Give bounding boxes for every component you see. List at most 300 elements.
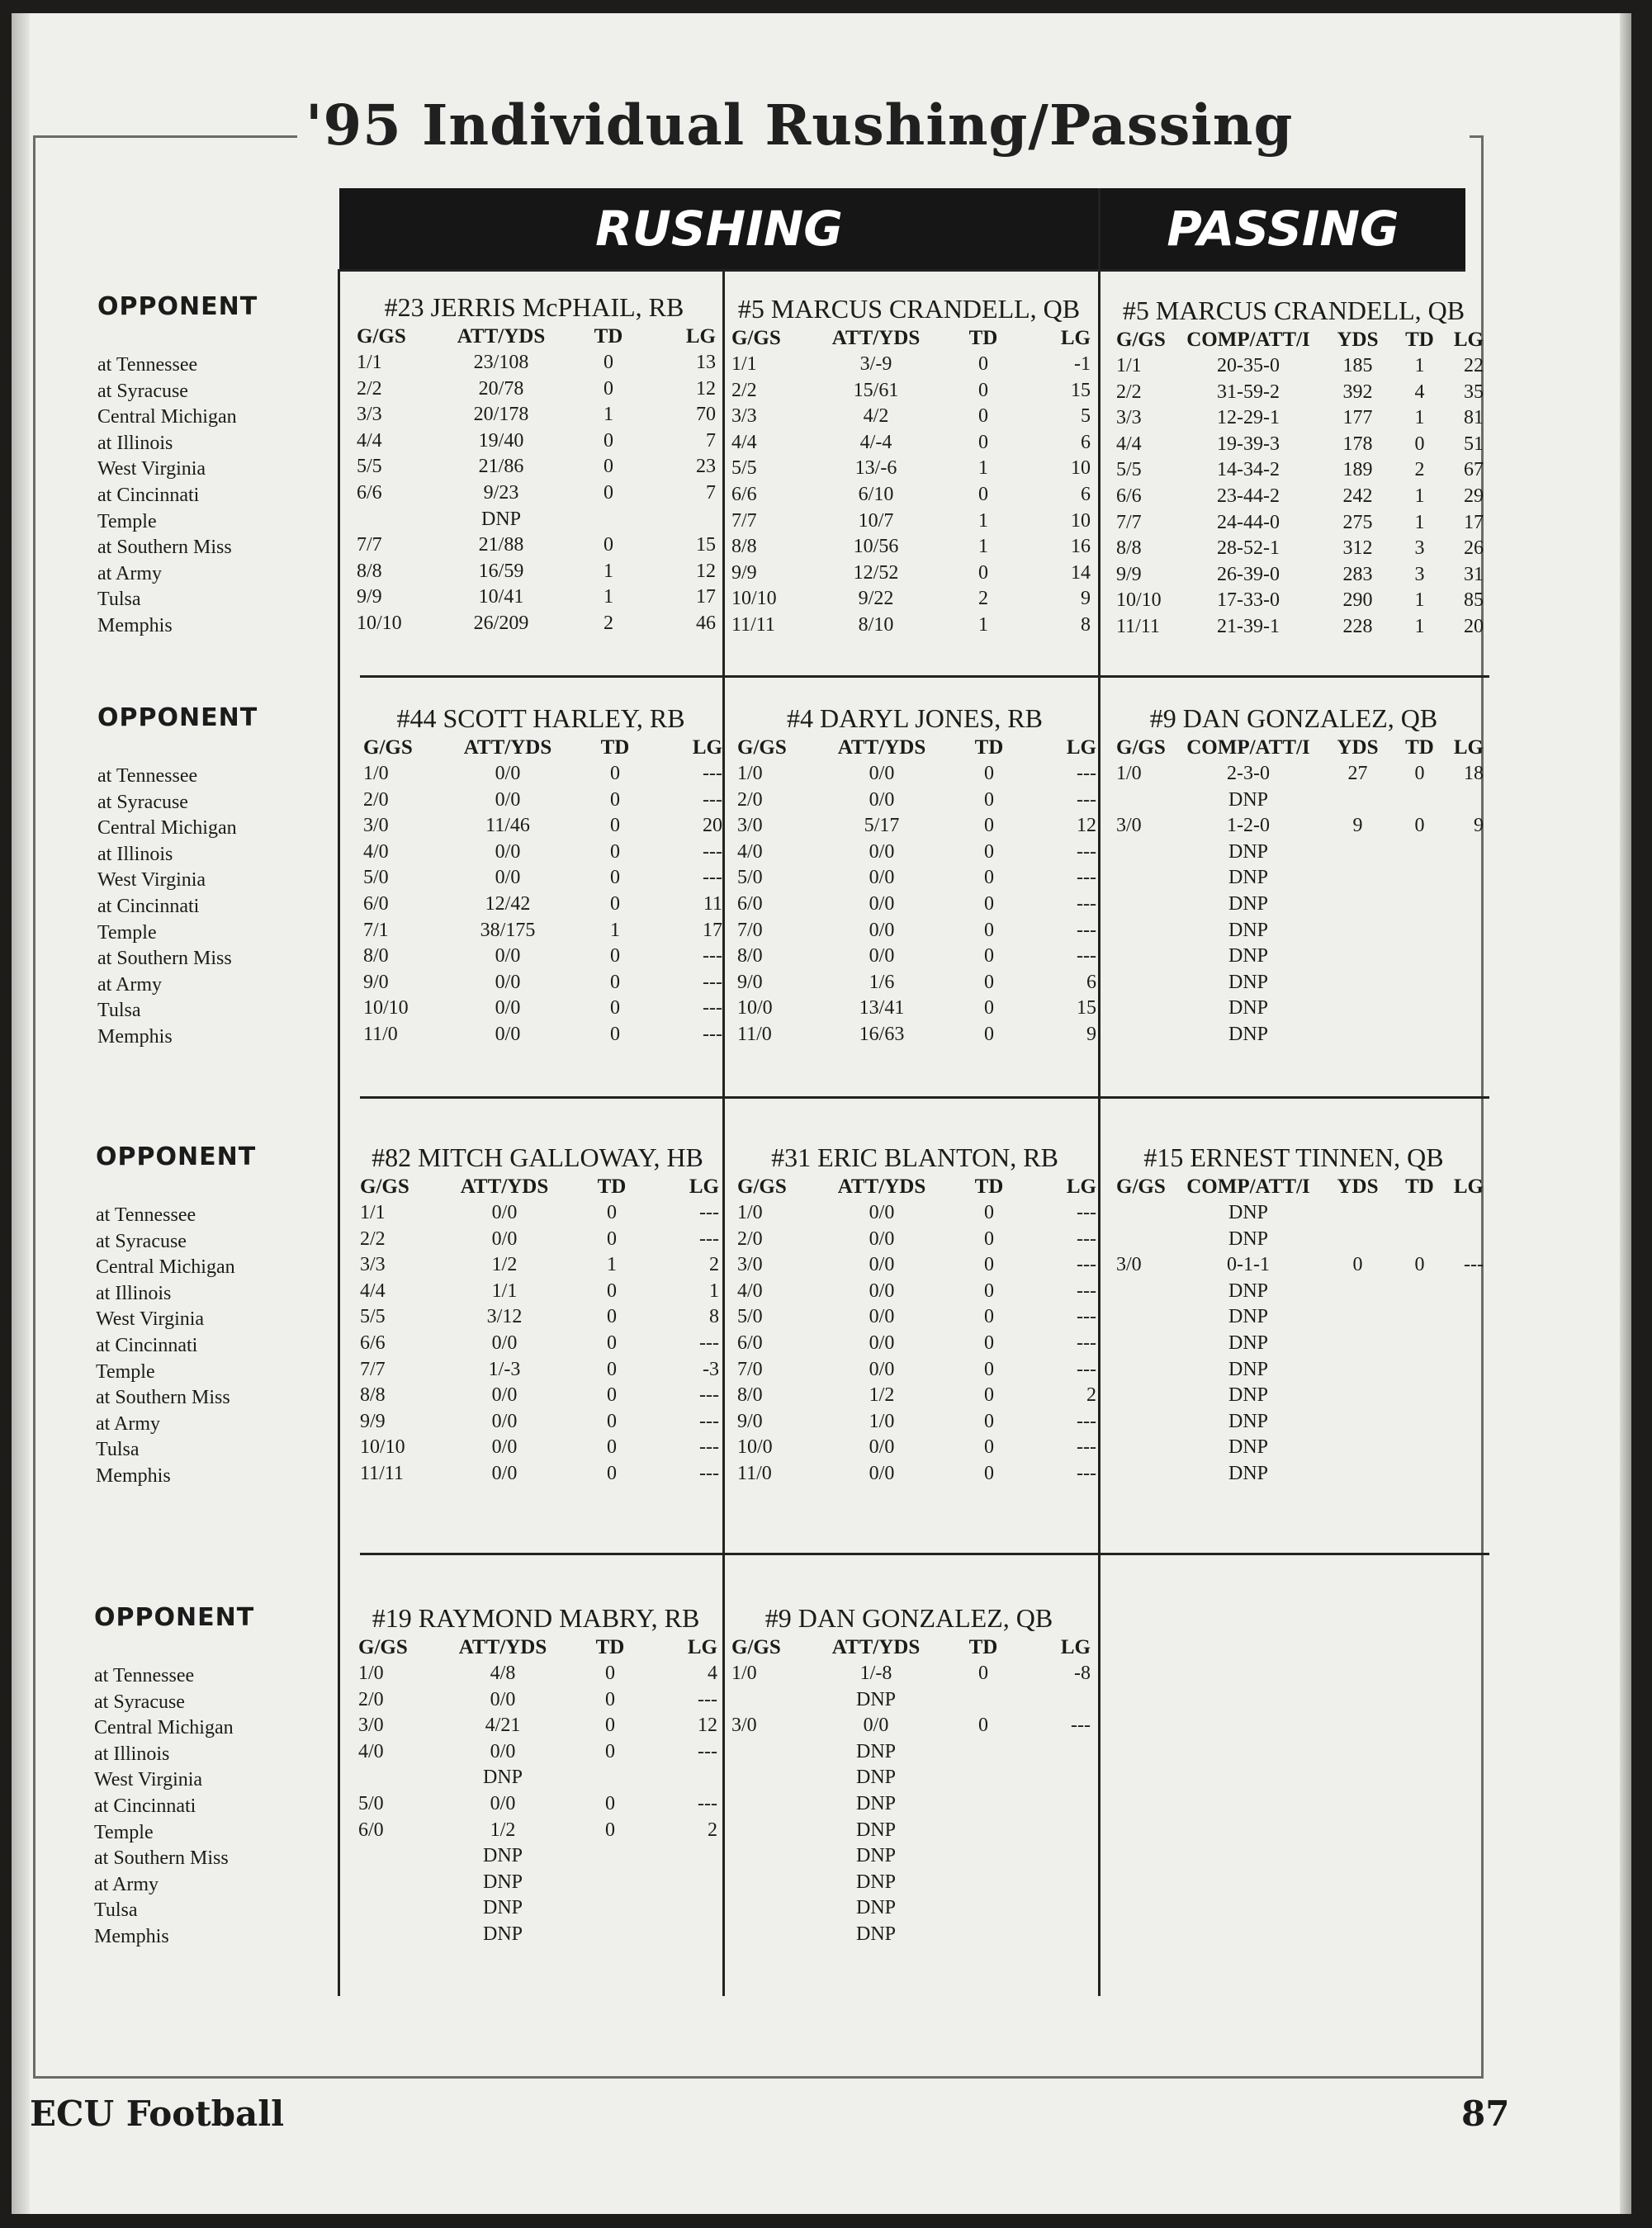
stat-row <box>1116 432 1484 458</box>
column-header: LG <box>1060 327 1091 350</box>
stat-row <box>731 1739 1086 1766</box>
stat-row <box>1116 1383 1471 1409</box>
stat-cell: DNP <box>1228 1306 1268 1328</box>
stat-row <box>363 1022 722 1048</box>
stat-cell: 21/86 <box>478 456 524 478</box>
stat-cell: 0 <box>604 481 613 504</box>
opponent-name: Central Michigan <box>94 1717 234 1739</box>
stat-cell: 4/21 <box>485 1715 521 1737</box>
player-name: #31 ERIC BLANTON, RB <box>771 1142 1058 1172</box>
column-header: G/GS <box>360 1175 409 1199</box>
stat-row <box>731 482 1091 509</box>
opponent-name: Temple <box>97 510 157 532</box>
stat-row <box>360 1461 719 1488</box>
stat-cell: 27 <box>1347 763 1368 784</box>
stat-cell: 8/10 <box>858 613 894 636</box>
stat-cell: 1/0 <box>358 1663 384 1684</box>
stat-cell: 23 <box>696 456 716 478</box>
stat-cell: --- <box>1077 1410 1096 1432</box>
stat-cell: 0/0 <box>869 867 895 889</box>
stat-cell: 1 <box>978 613 988 636</box>
column-header: LG <box>689 1175 719 1199</box>
stat-cell: 9/0 <box>737 1410 763 1432</box>
stat-cell: 0 <box>610 997 620 1019</box>
stat-cell: 0 <box>605 1792 615 1814</box>
stat-cell: 4/4 <box>731 431 757 453</box>
stat-cell: 2 <box>709 1254 719 1276</box>
column-header: ATT/YDS <box>463 736 552 759</box>
stat-row <box>731 352 1091 378</box>
column-header: ATT/YDS <box>460 1175 549 1199</box>
stat-row <box>358 1870 713 1896</box>
stat-cell: 0/0 <box>491 1436 518 1459</box>
stat-cell: --- <box>703 788 722 811</box>
stat-cell: 0 <box>984 1202 994 1223</box>
opponent-name: at Illinois <box>97 432 173 454</box>
stat-cell: DNP <box>1228 867 1268 889</box>
stat-row <box>363 892 722 918</box>
stat-cell: 20 <box>703 815 722 837</box>
column-header: COMP/ATT/I <box>1186 736 1310 759</box>
stat-cell: 0/0 <box>495 945 521 967</box>
stat-row <box>363 996 722 1022</box>
stat-cell: 1 <box>1414 511 1425 533</box>
column-header: TD <box>968 1636 998 1659</box>
stat-cell: 0 <box>984 1306 994 1328</box>
stat-cell: 15/61 <box>853 379 899 401</box>
stat-cell: 0 <box>610 815 620 837</box>
stat-cell: DNP <box>482 1871 523 1893</box>
column-headers <box>737 1174 1096 1200</box>
stat-cell: 0 <box>984 892 994 915</box>
stat-cell: 20/178 <box>473 404 529 426</box>
stat-row <box>737 1227 1096 1253</box>
stat-cell: 6 <box>1081 483 1091 505</box>
stat-cell: 0/0 <box>869 1228 895 1250</box>
stat-cell: 2/2 <box>357 377 382 400</box>
opponent-name: at Tennessee <box>97 765 198 787</box>
stat-row <box>1116 484 1484 510</box>
column-header: YDS <box>1337 329 1379 352</box>
stat-cell: 13/41 <box>859 997 905 1019</box>
footer-page-number: 87 <box>1461 2093 1510 2134</box>
player-block-gonzalez-rush <box>731 1601 1091 1948</box>
stat-row <box>731 378 1091 404</box>
stat-cell: 1 <box>607 1254 617 1276</box>
stat-cell: 9/9 <box>357 586 382 608</box>
stat-row <box>1116 996 1471 1022</box>
stat-cell: 0 <box>978 379 988 401</box>
stat-row <box>737 1304 1096 1331</box>
stat-cell: --- <box>1077 945 1096 967</box>
stat-row <box>357 559 716 585</box>
stat-cell: 23/108 <box>473 352 529 373</box>
stat-row <box>1116 562 1484 589</box>
stat-cell: 19/40 <box>478 429 524 452</box>
stat-cell: 0 <box>605 1663 615 1684</box>
stat-row <box>737 970 1096 996</box>
column-header: G/GS <box>358 1636 408 1659</box>
column-headers <box>731 325 1091 352</box>
stat-cell: 1/0 <box>737 1202 763 1223</box>
page-spine <box>12 13 30 2214</box>
player-name: #44 SCOTT HARLEY, RB <box>396 703 685 733</box>
stat-cell: 31 <box>1464 563 1484 585</box>
stat-cell: 6 <box>1081 431 1091 453</box>
stat-row <box>1116 918 1471 944</box>
stat-row <box>1116 1435 1471 1461</box>
grid-line-row1 <box>360 675 1489 678</box>
stat-row <box>1116 510 1484 537</box>
column-headers <box>357 324 716 350</box>
opponent-header: OPPONENT <box>97 703 258 732</box>
opponent-name: Temple <box>96 1360 155 1383</box>
column-header: ATT/YDS <box>831 1636 921 1659</box>
stat-cell: 11/0 <box>363 1023 398 1045</box>
stat-cell: 10 <box>1071 457 1091 480</box>
stat-cell: 1 <box>978 536 988 558</box>
stat-cell: 228 <box>1342 615 1373 637</box>
stat-cell: DNP <box>855 1845 896 1867</box>
stat-cell: 1/2 <box>869 1384 895 1407</box>
column-header: TD <box>597 1175 627 1199</box>
opponent-name: Memphis <box>97 614 173 636</box>
stat-cell: 7/7 <box>1116 511 1142 533</box>
player-name: #82 MITCH GALLOWAY, HB <box>372 1142 703 1172</box>
stat-cell: 3/3 <box>357 404 382 426</box>
stat-cell: 4/0 <box>358 1740 384 1762</box>
stat-cell: 0 <box>984 1228 994 1250</box>
stat-cell: 2/2 <box>731 379 757 401</box>
stat-cell: 0 <box>984 763 994 784</box>
stat-cell: 4/2 <box>863 405 889 428</box>
stat-cell: --- <box>1077 1436 1096 1459</box>
column-header: YDS <box>1337 1175 1379 1199</box>
stat-row <box>1116 380 1484 406</box>
opponent-name: at Syracuse <box>94 1691 185 1713</box>
stat-cell: 0 <box>610 840 620 863</box>
stat-cell: 10/56 <box>853 536 899 558</box>
stat-cell: 0 <box>984 1462 994 1484</box>
stat-row <box>1116 1252 1484 1279</box>
opponent-name: at Southern Miss <box>94 1847 229 1870</box>
stat-cell: --- <box>698 1740 717 1762</box>
player-name: #23 JERRIS McPHAIL, RB <box>384 292 684 322</box>
stat-cell: 0/0 <box>869 1332 895 1354</box>
stat-row <box>363 761 722 788</box>
player-block-blanton <box>737 1141 1096 1488</box>
opponent-name: at Southern Miss <box>97 537 232 559</box>
stat-row <box>358 1661 717 1687</box>
stat-cell: 21/88 <box>478 534 524 556</box>
stat-cell: 16/59 <box>478 560 524 582</box>
stat-cell: --- <box>699 1228 719 1250</box>
stat-cell: -1 <box>1074 353 1091 375</box>
stat-row <box>358 1739 717 1766</box>
stat-cell: 21-39-1 <box>1217 615 1280 637</box>
stat-row <box>1116 1200 1471 1227</box>
stat-cell: 6/0 <box>737 892 763 915</box>
player-name: #5 MARCUS CRANDELL, QB <box>1122 296 1465 325</box>
stat-cell: 8/8 <box>731 536 757 558</box>
stat-cell: --- <box>1077 840 1096 863</box>
stat-cell: --- <box>703 867 722 889</box>
stat-cell: 0/0 <box>869 1358 895 1380</box>
stat-cell: 6/0 <box>737 1332 763 1354</box>
stat-cell: 2/2 <box>1116 381 1142 403</box>
stat-cell: 5/0 <box>363 867 389 889</box>
stat-row <box>1116 1331 1471 1357</box>
opponent-name: at Cincinnati <box>96 1334 198 1356</box>
stat-cell: 2 <box>1414 459 1425 481</box>
stat-cell: 5/5 <box>731 457 757 480</box>
stat-cell: 12 <box>696 560 716 582</box>
stat-row <box>358 1713 717 1739</box>
stat-cell: 6/6 <box>357 481 382 504</box>
column-headers <box>1116 327 1484 353</box>
stat-cell: 0/0 <box>869 919 895 941</box>
player-block-galloway <box>360 1141 719 1488</box>
column-header: G/GS <box>737 1175 787 1199</box>
stat-cell: 10/0 <box>737 1436 773 1459</box>
opponent-name: West Virginia <box>94 1769 203 1791</box>
stat-row <box>1116 1409 1471 1436</box>
stat-cell: 0 <box>610 788 620 811</box>
stat-cell: 10/10 <box>363 997 409 1019</box>
stat-row <box>1116 788 1471 814</box>
player-block-crandell-rush <box>731 292 1091 639</box>
stat-cell: 16 <box>1071 536 1091 558</box>
stat-cell: 1/0 <box>737 763 763 784</box>
stat-cell: DNP <box>1228 1410 1268 1432</box>
stat-cell: 12 <box>698 1715 717 1737</box>
stat-row <box>363 918 722 944</box>
player-block-harley <box>363 702 722 1048</box>
stat-row <box>363 970 722 996</box>
stat-cell: 0/0 <box>869 1306 895 1328</box>
stat-cell: 1-2-0 <box>1227 815 1270 837</box>
stat-cell: 4/4 <box>1116 433 1142 455</box>
column-header: ATT/YDS <box>831 327 921 350</box>
stat-row <box>1116 588 1484 614</box>
stat-cell: 8/0 <box>737 1384 763 1407</box>
stat-cell: 3/-9 <box>859 353 892 375</box>
stat-cell: 5/0 <box>737 867 763 889</box>
stat-cell: 13 <box>696 352 716 373</box>
stat-cell: 85 <box>1464 589 1484 612</box>
stat-cell: 0/0 <box>490 1688 516 1710</box>
stat-cell: 5/0 <box>737 1306 763 1328</box>
stat-row <box>360 1409 719 1436</box>
stat-cell: 8/8 <box>357 560 382 582</box>
stat-cell: 1 <box>978 457 988 480</box>
stat-cell: DNP <box>1228 1228 1268 1250</box>
stat-row <box>737 892 1096 918</box>
stat-cell: 0 <box>1414 815 1425 837</box>
stat-cell: 0 <box>978 1663 988 1684</box>
stat-cell: --- <box>1077 788 1096 811</box>
stat-cell: DNP <box>1228 892 1268 915</box>
stat-cell: 0 <box>984 1023 994 1045</box>
stat-cell: 0/0 <box>495 997 521 1019</box>
stat-cell: 0 <box>984 1410 994 1432</box>
player-name: #19 RAYMOND MABRY, RB <box>372 1603 700 1633</box>
stat-cell: 0 <box>604 352 613 373</box>
stat-cell: 9 <box>1474 815 1484 837</box>
stat-row <box>360 1227 719 1253</box>
stat-cell: 10/10 <box>357 612 402 634</box>
stat-row <box>1116 405 1484 432</box>
stat-cell: 3/12 <box>486 1306 523 1328</box>
stat-cell: 3 <box>1414 563 1425 585</box>
stat-cell: DNP <box>855 1740 896 1762</box>
stat-cell: 1 <box>604 586 613 608</box>
stat-cell: 9 <box>1352 815 1363 837</box>
stat-row <box>357 480 716 507</box>
stat-row <box>357 376 716 403</box>
stat-cell: DNP <box>1228 919 1268 941</box>
stat-row <box>737 865 1096 892</box>
stat-cell: DNP <box>1228 1462 1268 1484</box>
stat-cell: 0 <box>604 429 613 452</box>
stat-cell: 7 <box>706 429 716 452</box>
opponent-name: at Syracuse <box>97 791 188 813</box>
opponent-header: OPPONENT <box>96 1142 257 1171</box>
stat-cell: 1 <box>604 560 613 582</box>
stat-row <box>1116 944 1471 970</box>
stat-cell: 4/0 <box>363 840 389 863</box>
opponent-column <box>97 702 345 1051</box>
stat-cell: 22 <box>1464 355 1484 376</box>
stat-cell: 0/0 <box>869 788 895 811</box>
stat-cell: -8 <box>1074 1663 1091 1684</box>
stat-cell: 11 <box>703 892 722 915</box>
opponent-name: at Army <box>94 1873 159 1895</box>
column-headers <box>360 1174 719 1200</box>
stat-cell: 1/-8 <box>859 1663 892 1684</box>
stat-cell: 15 <box>1077 997 1096 1019</box>
stat-cell: DNP <box>1228 1280 1268 1302</box>
stat-cell: 1 <box>1414 355 1425 376</box>
stat-cell: -3 <box>703 1358 719 1380</box>
column-header: G/GS <box>737 736 787 759</box>
stat-row <box>358 1895 713 1922</box>
column-header: G/GS <box>731 327 781 350</box>
stat-cell: --- <box>1077 763 1096 784</box>
column-header: LG <box>687 1636 717 1659</box>
stat-cell: 0/0 <box>495 1023 521 1045</box>
stat-cell: 11/46 <box>485 815 530 837</box>
column-headers <box>363 735 722 761</box>
stat-cell: 12-29-1 <box>1217 407 1280 429</box>
stat-row <box>1116 761 1484 788</box>
stat-cell: 0 <box>610 945 620 967</box>
stat-row <box>731 1922 1086 1948</box>
stat-cell: 0 <box>610 867 620 889</box>
stat-cell: 26 <box>1464 537 1484 560</box>
stat-row <box>358 1922 713 1948</box>
stat-cell: 0 <box>607 1384 617 1407</box>
stat-cell: 4 <box>1414 381 1425 403</box>
opponent-name: at Southern Miss <box>96 1387 230 1409</box>
stat-row <box>357 350 716 376</box>
stat-cell: 0/0 <box>495 763 521 784</box>
stat-cell: 1 <box>1414 485 1425 507</box>
opponent-name: at Army <box>97 973 162 996</box>
stat-cell: 0 <box>605 1819 615 1841</box>
stat-cell: --- <box>1077 919 1096 941</box>
stat-cell: DNP <box>1228 997 1268 1019</box>
stat-cell: 9/0 <box>363 971 389 993</box>
player-block-crandell-pass <box>1116 294 1484 641</box>
stat-row <box>737 1383 1096 1409</box>
opponent-name: Tulsa <box>97 589 141 611</box>
stat-row <box>357 428 716 455</box>
stat-cell: 12 <box>1077 815 1096 837</box>
stat-row <box>737 996 1096 1022</box>
stat-cell: 46 <box>696 612 716 634</box>
stat-row <box>360 1383 719 1409</box>
page-edge <box>1620 13 1631 2214</box>
column-header: LG <box>685 325 716 348</box>
stat-cell: 1/2 <box>491 1254 518 1276</box>
stat-cell: --- <box>1464 1254 1484 1276</box>
grid-line-row3 <box>360 1553 1489 1555</box>
stat-cell: 2 <box>978 588 988 610</box>
opponent-name: at Cincinnati <box>97 484 200 506</box>
opponent-name: Tulsa <box>96 1439 140 1461</box>
column-header: TD <box>1405 736 1434 759</box>
stat-cell: 1 <box>610 919 620 941</box>
stat-cell: 9/22 <box>858 588 894 610</box>
opponent-name: Memphis <box>97 1025 173 1048</box>
player-block-tinnen <box>1116 1141 1484 1488</box>
column-header: G/GS <box>357 325 406 348</box>
stat-cell: 3/3 <box>360 1254 386 1276</box>
stat-cell: 3/0 <box>358 1715 384 1737</box>
opponent-name: Central Michigan <box>97 406 237 428</box>
stat-cell: 4/8 <box>490 1663 516 1684</box>
stat-row <box>731 1765 1086 1791</box>
stat-cell: 0 <box>984 1358 994 1380</box>
stat-row <box>737 1409 1096 1436</box>
stat-cell: 12/52 <box>853 561 899 584</box>
stat-cell: 0 <box>984 1332 994 1354</box>
stat-cell: --- <box>698 1792 717 1814</box>
stat-cell: 14 <box>1071 561 1091 584</box>
stat-row <box>737 944 1096 970</box>
stat-cell: 7/0 <box>737 919 763 941</box>
passing-header-bar: PASSING <box>1101 188 1465 269</box>
column-header: TD <box>974 736 1004 759</box>
stat-cell: 19-39-3 <box>1217 433 1280 455</box>
stat-cell: 9 <box>1086 1023 1096 1045</box>
stat-cell: DNP <box>1228 788 1268 811</box>
stat-cell: 4/-4 <box>859 431 892 453</box>
stat-cell: 1/-3 <box>488 1358 521 1380</box>
stat-cell: DNP <box>855 1819 896 1841</box>
footer-publication: ECU Football <box>30 2093 285 2134</box>
stat-cell: 3/0 <box>1116 1254 1142 1276</box>
stat-cell: 8 <box>1081 613 1091 636</box>
stat-row <box>357 402 716 428</box>
stat-cell: 1/0 <box>731 1663 757 1684</box>
stat-row <box>731 1661 1091 1687</box>
stat-row <box>1116 353 1484 380</box>
column-header: LG <box>1066 1175 1096 1199</box>
stat-cell: 10 <box>1071 509 1091 532</box>
stat-cell: 0 <box>607 1306 617 1328</box>
